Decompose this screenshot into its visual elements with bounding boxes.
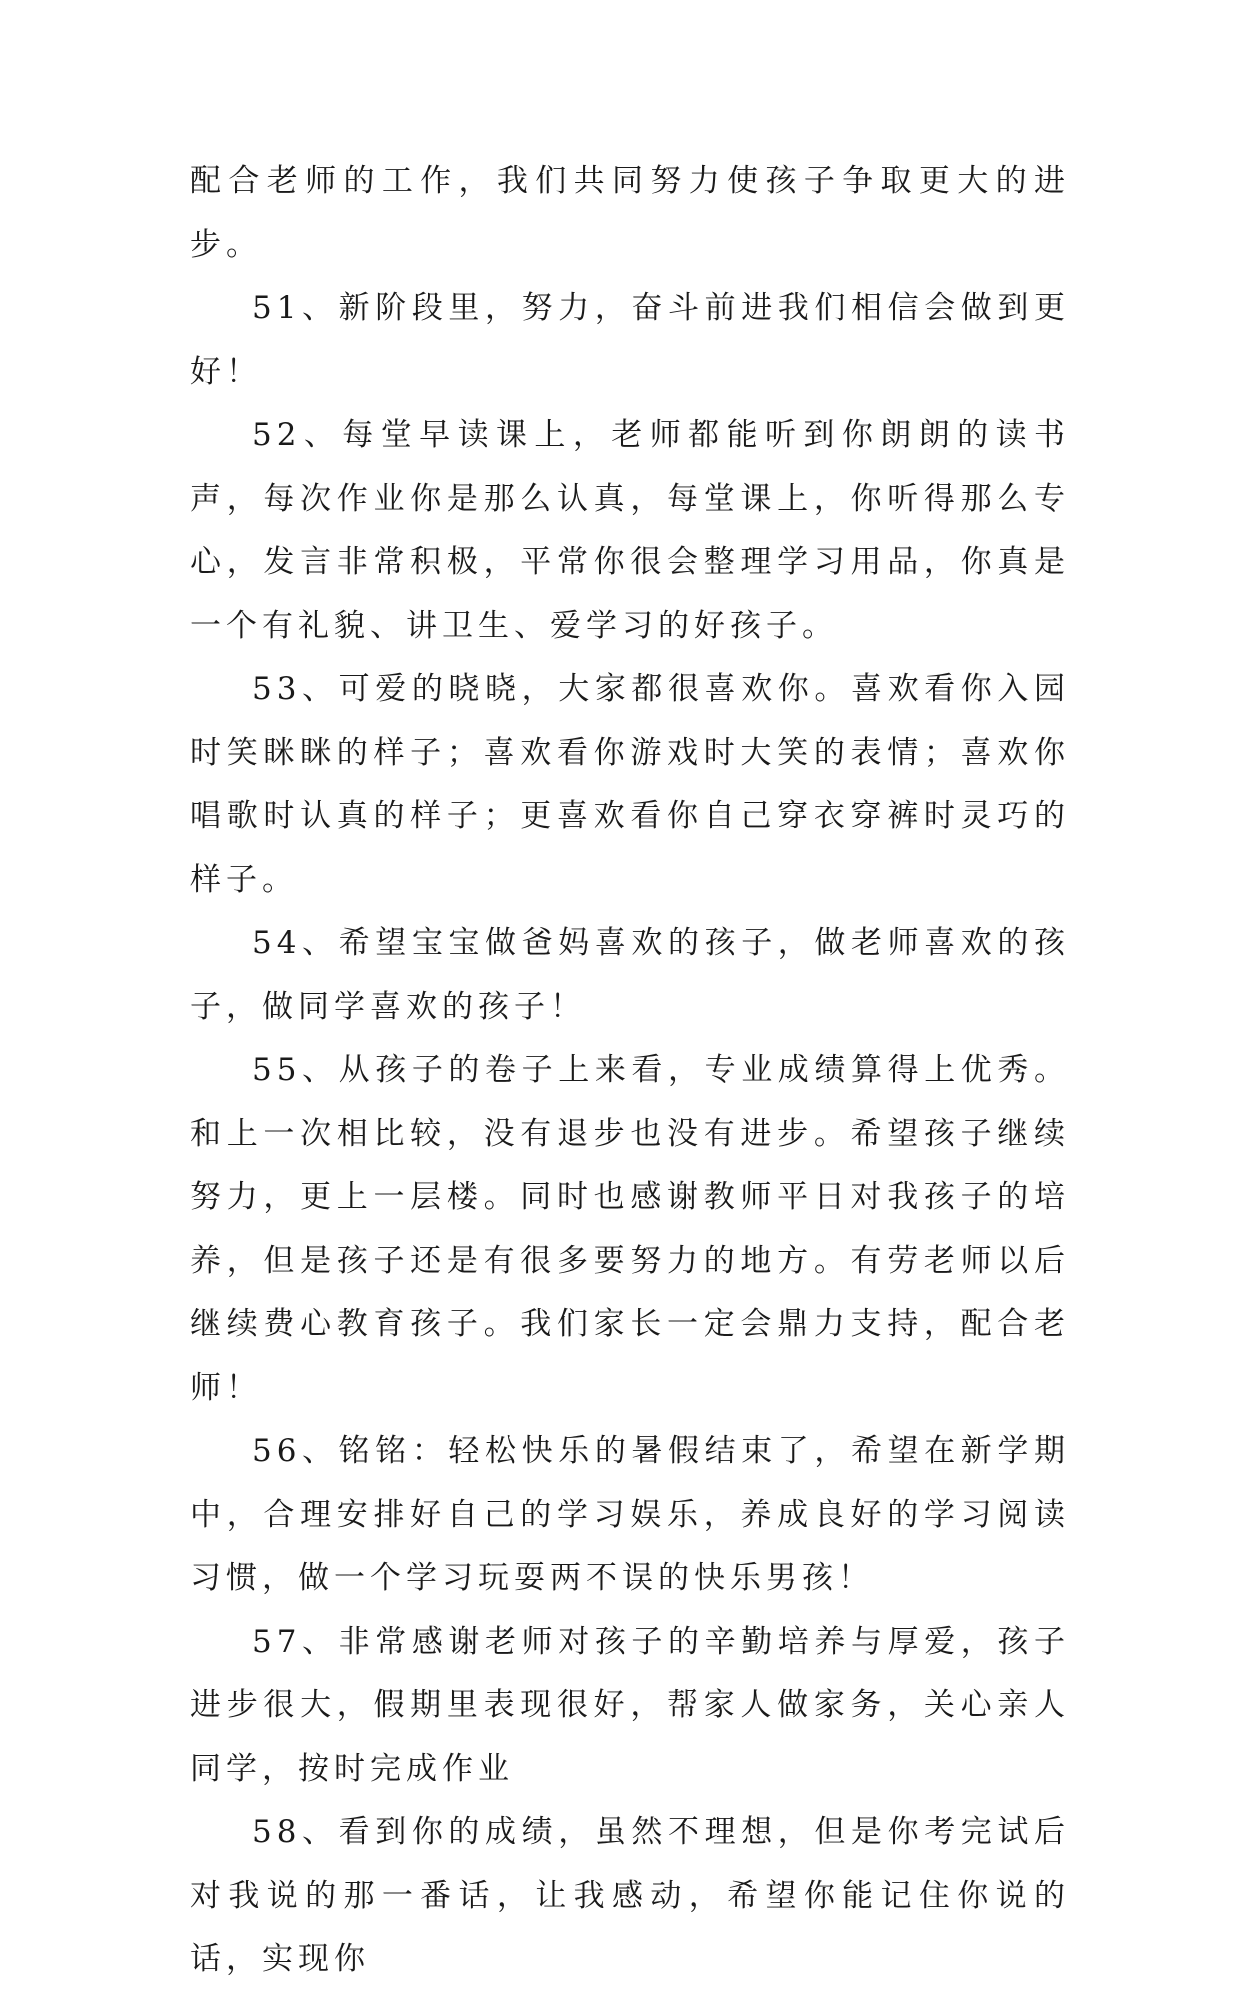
document-body: [190, 150, 1070, 1992]
paragraph-54: 54、希望宝宝做爸妈喜欢的孩子，做老师喜欢的孩子，做同学喜欢的孩子！: [190, 925, 1070, 1025]
paragraph-55: 55、从孩子的卷子上来看，专业成绩算得上优秀。和上一次相比较，没有退步也没有进步。希望孩子继续努力，更上一层楼。同时也感谢教师平日对我孩子的培养，但是孩子还是有很多要努力的地方。有劳老师以后继续费心教育孩子。我们家长一定会鼎力支持，配合老师！: [190, 1052, 1070, 1406]
paragraph-52: 52、每堂早读课上，老师都能听到你朗朗的读书声，每次作业你是那么认真，每堂课上，你听得那么专心，发言非常积极，平常你很会整理学习用品，你真是一个有礼貌、讲卫生、爱学习的好孩子。: [190, 417, 1070, 644]
paragraph-53: 53、可爱的晓晓，大家都很喜欢你。喜欢看你入园时笑眯眯的样子；喜欢看你游戏时大笑的表情；喜欢你唱歌时认真的样子；更喜欢看你自己穿衣穿裤时灵巧的样子。: [190, 671, 1070, 898]
paragraph-57: 57、非常感谢老师对孩子的辛勤培养与厚爱，孩子进步很大，假期里表现很好，帮家人做家务，关心亲人同学，按时完成作业: [190, 1623, 1070, 1787]
paragraph-51: 51、新阶段里，努力，奋斗前进我们相信会做到更好！: [190, 290, 1070, 390]
paragraph-56: 56、铭铭：轻松快乐的暑假结束了，希望在新学期中，合理安排好自己的学习娱乐，养成良好的学习阅读习惯，做一个学习玩耍两不误的快乐男孩！: [190, 1433, 1070, 1596]
paragraph-58: 58、看到你的成绩，虽然不理想，但是你考完试后对我说的那一番话，让我感动，希望你能记住你说的话，实现你: [190, 1814, 1070, 1977]
paragraph-continuation: 配合老师的工作，我们共同努力使孩子争取更大的进步。: [190, 163, 1070, 263]
